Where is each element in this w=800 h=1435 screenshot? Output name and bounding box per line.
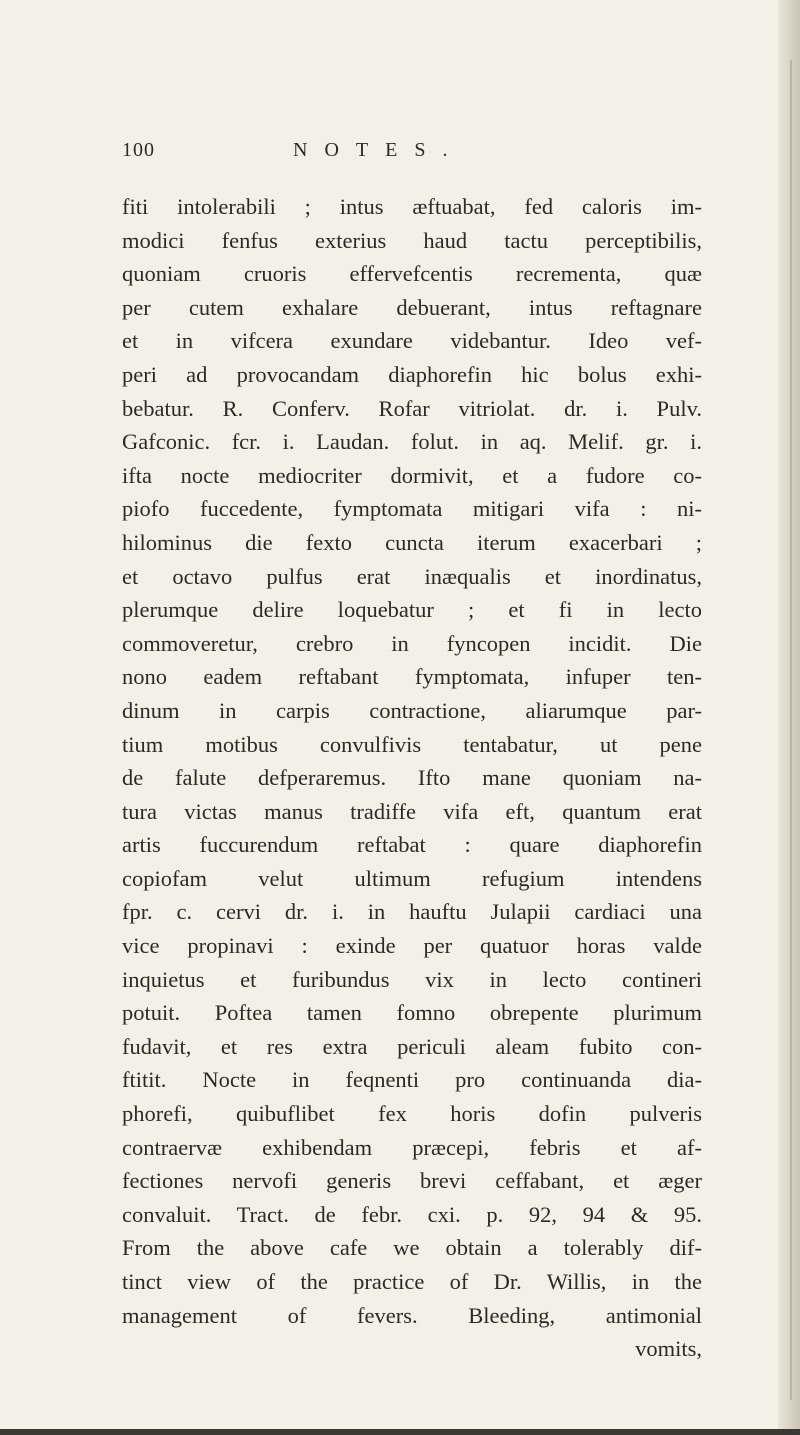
text-line: copiofam velut ultimum refugium intendens: [122, 865, 702, 891]
text-line: vice propinavi : exinde per quatuor horas valde: [122, 933, 702, 959]
text-line: management of fevers. Bleeding, antimonial: [122, 1302, 702, 1328]
text-line: convaluit. Tract. de febr. cxi. p. 92, 94 & 95.: [122, 1201, 702, 1227]
text-line: bebatur. R. Conferv. Rofar vitriolat. dr. i. Pulv.: [122, 395, 702, 421]
text-line: plerumque delire loquebatur ; et fi in lecto: [122, 597, 702, 623]
text-line: fudavit, et res extra periculi aleam fubito con-: [122, 1033, 702, 1059]
text-line: dinum in carpis contractione, aliarumque par-: [122, 697, 702, 723]
bottom-border: [0, 1429, 800, 1435]
text-line: fiti intolerabili ; intus æftuabat, fed caloris im-: [122, 194, 702, 219]
text-line: Gafconic. fcr. i. Laudan. folut. in aq. Melif. gr. i.: [122, 429, 702, 455]
text-line: et octavo pulfus erat inæqualis et inordinatus,: [122, 563, 702, 589]
text-line: fectiones nervofi generis brevi ceffabant, et æger: [122, 1168, 702, 1194]
text-line: piofo fuccedente, fymptomata mitigari vifa : ni-: [122, 496, 702, 522]
text-line: tinct view of the practice of Dr. Willis, in the: [122, 1269, 702, 1294]
text-line: hilominus die fexto cuncta iterum exacerbari ;: [122, 529, 702, 555]
text-line: peri ad provocandam diaphorefin hic bolus exhi-: [122, 361, 702, 387]
text-line: de falute defperaremus. Ifto mane quoniam na-: [122, 765, 702, 791]
page-header: [122, 139, 682, 179]
page-edge-line: [790, 60, 792, 1400]
text-line: quoniam cruoris effervefcentis recrementa, quæ: [122, 261, 702, 287]
running-head: NOTES.: [293, 139, 465, 161]
text-line: et in vifcera exundare videbantur. Ideo vef-: [122, 328, 702, 354]
text-line: contraervæ exhibendam præcepi, febris et af-: [122, 1134, 702, 1160]
text-line: artis fuccurendum reftabat : quare diaphorefin: [122, 832, 702, 858]
text-line: fpr. c. cervi dr. i. in hauftu Julapii cardiaci una: [122, 899, 702, 925]
catchword-line: vomits,: [635, 1336, 702, 1362]
text-line: commoveretur, crebro in fyncopen incidit. Die: [122, 630, 702, 656]
text-line: modici fenfus exterius haud tactu perceptibilis,: [122, 227, 702, 253]
page-edge: [778, 0, 800, 1435]
text-line: From the above cafe we obtain a tolerably dif-: [122, 1235, 702, 1261]
text-line: tura victas manus tradiffe vifa eft, quantum erat: [122, 798, 702, 824]
text-line: inquietus et furibundus vix in lecto contineri: [122, 966, 702, 992]
text-line: nono eadem reftabant fymptomata, infuper ten-: [122, 664, 702, 690]
text-line: ftitit. Nocte in feqnenti pro continuanda dia-: [122, 1067, 702, 1093]
text-line: potuit. Poftea tamen fomno obrepente plurimum: [122, 1000, 702, 1026]
text-line: ifta nocte mediocriter dormivit, et a fudore co-: [122, 462, 702, 488]
body-text: [122, 190, 702, 1366]
text-line: tium motibus convulfivis tentabatur, ut pene: [122, 731, 702, 757]
text-line: per cutem exhalare debuerant, intus reftagnare: [122, 294, 702, 320]
text-line: phorefi, quibuflibet fex horis dofin pulveris: [122, 1101, 702, 1127]
page-number: 100: [122, 139, 155, 161]
